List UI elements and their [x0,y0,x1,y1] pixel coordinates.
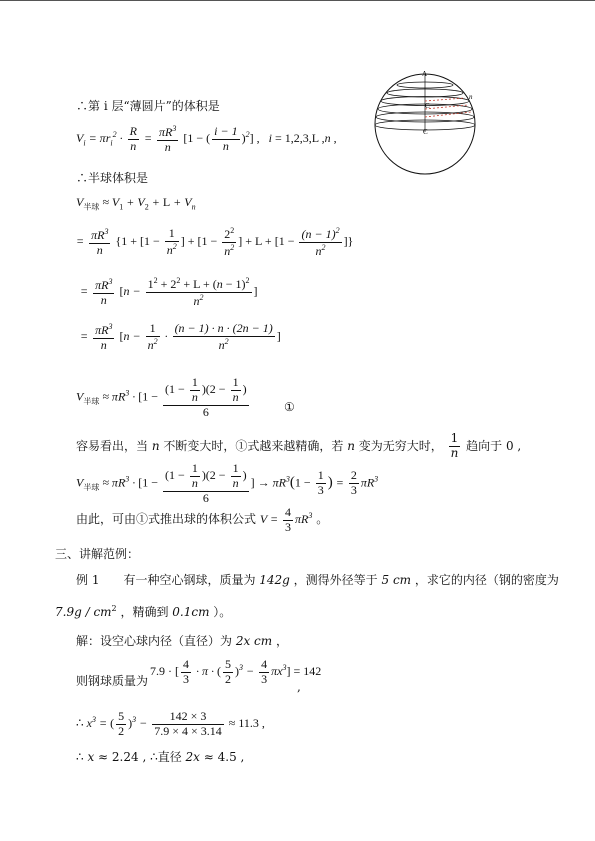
hemisphere-intro [76,171,148,185]
mass-formula: 7.9 · [ $\frac{4}{3}$ · π · ( $\frac{5}{2}$ )$^3$ − $\frac{4}{3}$ $\pi x^3] = 142$ [150,657,322,686]
step1: = $\frac{\pi R^3}{n}$ {1 + [1 − $\frac{1}{n^2}$ ] + [1 − $\frac{2^2}{n^2}$ ] + L + [1 − $\frac{(n - 1)^2}{n^2}$ ]} [76,226,354,258]
step4: $V_{半球} \approx \pi R^3 \cdot [1$ − (1 − $\frac{1}{n}$ )(2 − $\frac{1}{n}$ ) 6 [76,375,247,419]
letter-n: n [469,93,473,101]
sphere-slices-figure [365,68,490,178]
layer-volume-intro [76,99,220,113]
final-line: ∴ x ≈ 2.24 , ∴直径 2x ≈ 4.5 , [76,750,245,764]
letter-c1: C [425,102,430,110]
section-heading-text: 三、讲解范例： [55,547,140,561]
observation: 容易看出，当 n 不断变大时，①式越来越精确，若 n 变为无穷大时， $\frac{1}{n}$ 趋向于 0 , [76,431,522,460]
example-line2: $7.9g / cm^2$ ，精确到 0.1cm ）。 [55,604,232,619]
step3: = $\frac{\pi R^3}{n}$ [n − $\frac{1}{n^2}$ · $\frac{(n - 1) \cdot n \cdot (2n - 1)}{n^2}$ ] [80,321,281,352]
vi-formula: $V_i = \pi r_i^2$ · $\frac{R}{n}$ = $\frac{\pi R^3}{n}$ [1 − ( $\frac{i - 1}{n}$ )$^2$] , i = 1,2,3,L ,n , [76,124,337,154]
letter-c2: C [423,128,428,136]
mass-comma: , [297,680,301,694]
section-heading [55,547,139,561]
letter-a: A [422,70,428,78]
hemisphere-sum: $V_{半球} \approx V_1 + V_2 + L + V_n$ [76,195,196,212]
mass-line [76,674,148,688]
page-top-rule [0,0,595,1]
circled-label [284,400,295,414]
circled-label-text: ① [284,400,295,414]
solution-intro: 解：设空心球内径（直径）为 2x cm ， [76,634,288,648]
layer-volume-intro-text: ∴第 i 层“薄圆片”的体积是 [76,99,220,113]
limit-formula: $V_{半球} \approx \pi R^3 \cdot [1$ − (1 − $\frac{1}{n}$ )(2 − $\frac{1}{n}$ ) 6 ] → $\pi R^3(1$ − $\frac{1}{3}$ ) = $\frac{2}{3}$ $\pi R^3$ [76,461,379,505]
mass-text: 则钢球质量为 [76,674,149,688]
hemisphere-intro-text: ∴半球体积是 [76,171,149,185]
step2: = $\frac{\pi R^3}{n}$ [n − $\frac{1^2 + 2^2 + L + (n - 1)^2}{n^2}$ ] [80,276,258,308]
example-line1: 例 1 有一种空心钢球，质量为 142g ，测得外径等于 5 cm ，求它的内径（钢的密度为 [76,573,559,587]
conclusion: 由此，可由①式推出球的体积公式 V = $\frac{4}{3}$ $\pi R^3$ 。 [76,505,329,534]
x-cubed-formula: ∴ $x^3$ = ( $\frac{5}{2}$ )$^3$ − $\frac{142 \times 3}{7.9 \times 4 \times 3.14}$ ≈ 11.3 , [76,709,265,738]
